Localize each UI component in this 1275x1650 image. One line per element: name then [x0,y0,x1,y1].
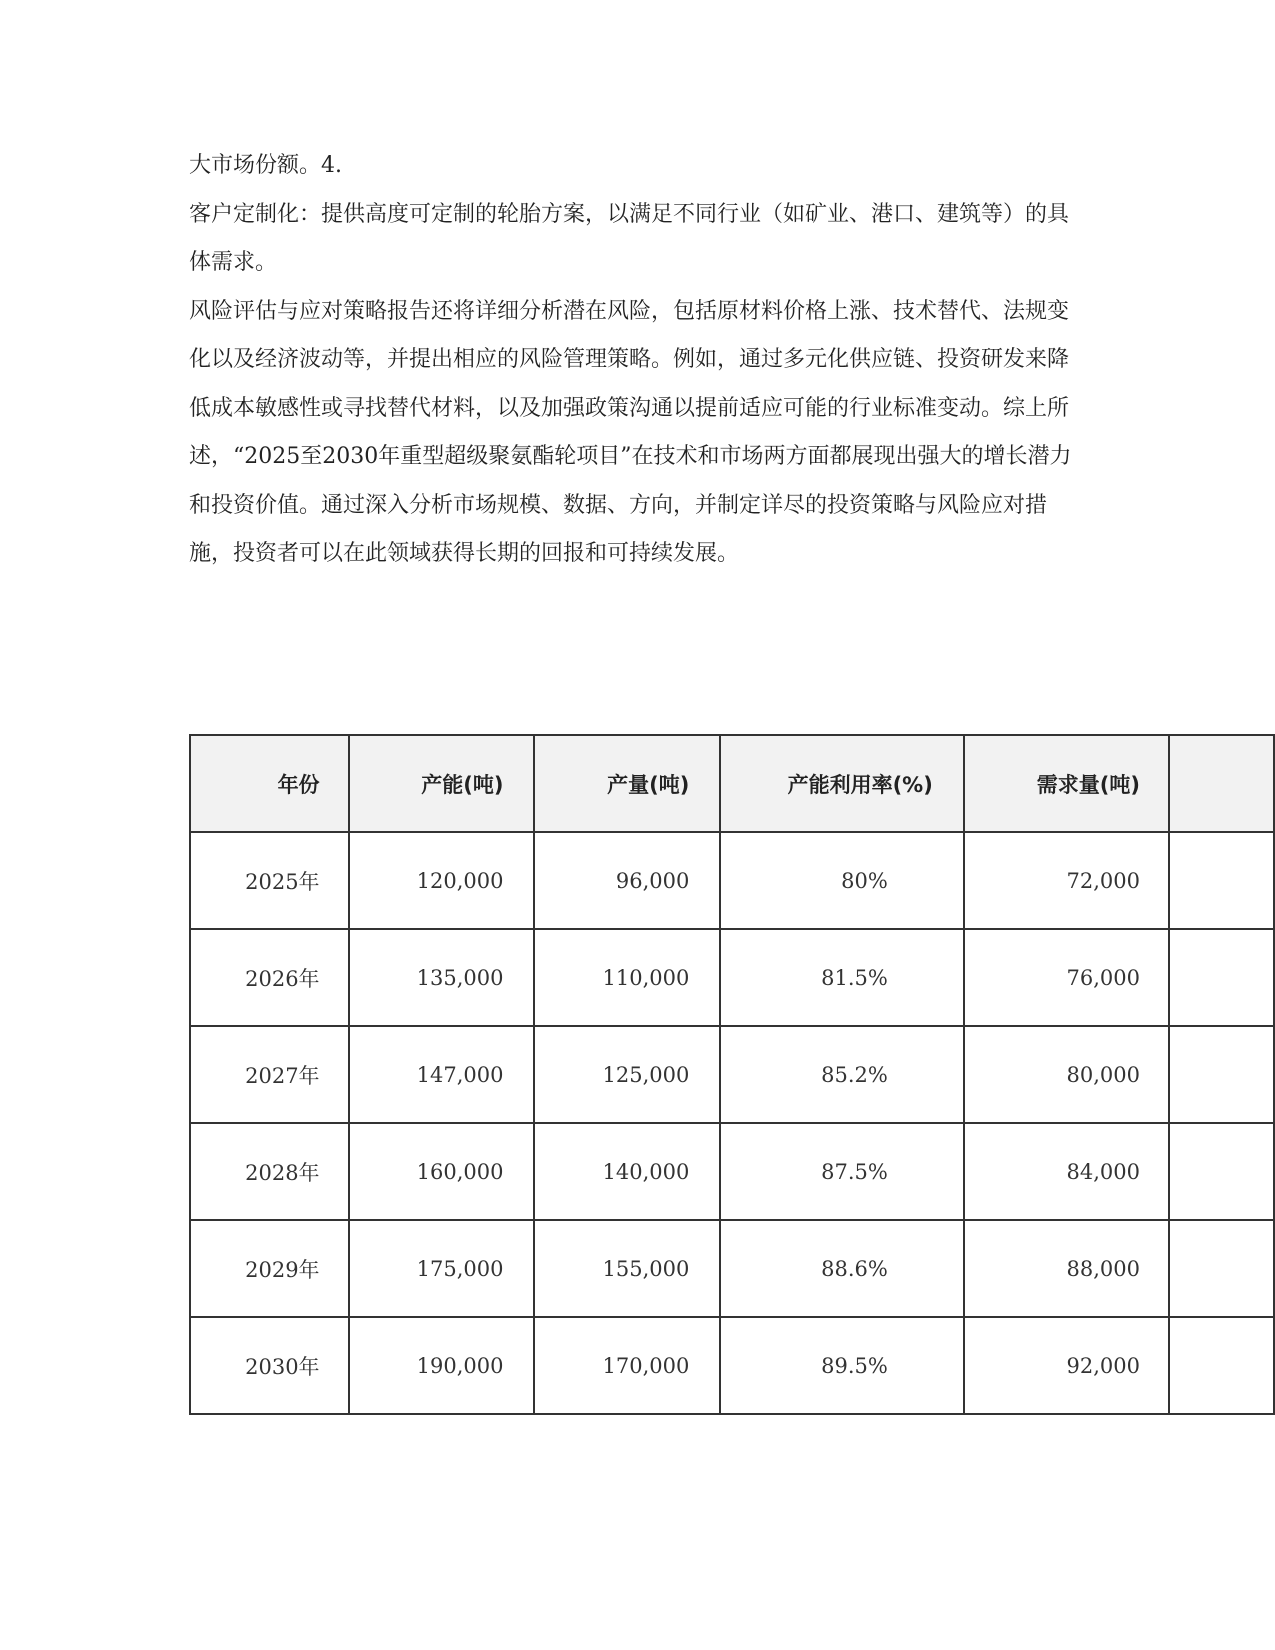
cell-capacity: 190,000 [349,1317,535,1414]
cell-year: 2029年 [190,1220,349,1317]
cell-utilization: 80% [720,832,963,929]
cell-year: 2027年 [190,1026,349,1123]
cell-year: 2030年 [190,1317,349,1414]
cell-utilization: 81.5% [720,929,963,1026]
cell-year: 2028年 [190,1123,349,1220]
cell-cut-off [1169,1317,1274,1414]
cell-capacity: 175,000 [349,1220,535,1317]
cell-demand: 92,000 [964,1317,1169,1414]
cell-cut-off [1169,1220,1274,1317]
cell-year: 2025年 [190,832,349,929]
cell-capacity: 120,000 [349,832,535,929]
header-output: 产量(吨) [534,735,720,832]
cell-output: 170,000 [534,1317,720,1414]
paragraph: 客户定制化：提供高度可定制的轮胎方案，以满足不同行业（如矿业、港口、建筑等）的具体需求。 [189,201,1070,275]
body-text [189,142,1089,579]
header-cut-off [1169,735,1274,832]
table-row [190,1123,1274,1220]
paragraph: 风险评估与应对策略报告还将详细分析潜在风险，包括原材料价格上涨、技术替代、法规变化以及经济波动等，并提出相应的风险管理策略。例如，通过多元化供应链、投资研发来降低成本敏感性或寻找替代材料，以及加强政策沟通以提前适应可能的行业标准变动。综上所述，“2025至2030年重型超级聚氨酯轮项目”在技术和市场两方面都展现出强大的增长潜力和投资价值。通过深入分析市场规模、数据、方向，并制定详尽的投资策略与风险应对措施，投资者可以在此领域获得长期的回报和可持续发展。 [189,298,1072,566]
table-header-row [190,735,1274,832]
cell-output: 96,000 [534,832,720,929]
cell-demand: 84,000 [964,1123,1169,1220]
cell-cut-off [1169,929,1274,1026]
cell-demand: 88,000 [964,1220,1169,1317]
cell-output: 140,000 [534,1123,720,1220]
table-row [190,1220,1274,1317]
cell-output: 125,000 [534,1026,720,1123]
cell-utilization: 89.5% [720,1317,963,1414]
cell-cut-off [1169,832,1274,929]
cell-cut-off [1169,1123,1274,1220]
cell-cut-off [1169,1026,1274,1123]
cell-demand: 80,000 [964,1026,1169,1123]
cell-utilization: 85.2% [720,1026,963,1123]
cell-demand: 76,000 [964,929,1169,1026]
cell-output: 110,000 [534,929,720,1026]
table-row [190,929,1274,1026]
paragraph: 大市场份额。4. [189,153,342,178]
cell-capacity: 147,000 [349,1026,535,1123]
header-utilization: 产能利用率(%) [720,735,963,832]
table-row [190,1026,1274,1123]
table-row [190,1317,1274,1414]
cell-year: 2026年 [190,929,349,1026]
cell-utilization: 87.5% [720,1123,963,1220]
cell-capacity: 160,000 [349,1123,535,1220]
table-row [190,832,1274,929]
cell-capacity: 135,000 [349,929,535,1026]
cell-demand: 72,000 [964,832,1169,929]
capacity-table [189,734,1275,1415]
cell-utilization: 88.6% [720,1220,963,1317]
header-year: 年份 [190,735,349,832]
header-demand: 需求量(吨) [964,735,1169,832]
cell-output: 155,000 [534,1220,720,1317]
header-capacity: 产能(吨) [349,735,535,832]
